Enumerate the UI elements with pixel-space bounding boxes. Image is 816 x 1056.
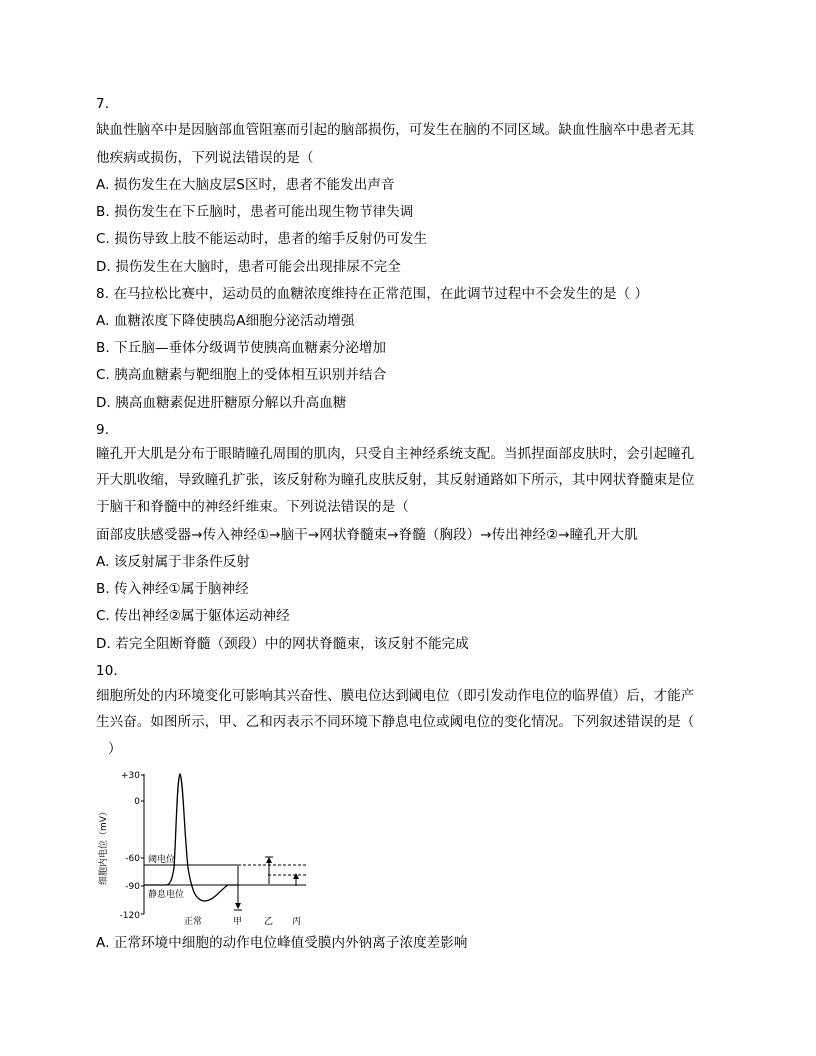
q9-reflex-path: 面部皮肤感受器→传入神经①→脑干→网状脊髓束→脊髓（胸段）→传出神经②→瞳孔开大肌	[96, 527, 638, 543]
q9-stem-line3: 于脑干和脊髓中的神经纤维束。下列说法错误的是（	[96, 499, 409, 515]
tick-label-minus60: -60	[125, 854, 140, 864]
q10-option-a: A. 正常环境中细胞的动作电位峰值受膜内外钠离子浓度差影响	[96, 935, 468, 951]
membrane-potential-figure	[96, 768, 326, 928]
q10-stem-line3: ）	[108, 741, 122, 757]
tick-label-plus30: +30	[121, 771, 140, 781]
label-yi: 乙	[264, 917, 274, 927]
q7-option-d: D. 损伤发生在大脑时，患者可能会出现排尿不完全	[96, 259, 401, 275]
q10-number: 10.	[96, 663, 118, 679]
q9-option-b: B. 传入神经①属于脑神经	[96, 581, 249, 597]
q9-number: 9.	[96, 422, 110, 438]
q8-option-a: A. 血糖浓度下降使胰岛A细胞分泌活动增强	[96, 313, 355, 329]
resting-label: 静息电位	[148, 890, 185, 900]
tick-label-0: 0	[134, 797, 140, 807]
q9-option-d: D. 若完全阻断脊髓（颈段）中的网状脊髓束，该反射不能完成	[96, 636, 469, 652]
q7-option-a: A. 损伤发生在大脑皮层S区时，患者不能发出声音	[96, 177, 395, 193]
q7-number: 7.	[96, 96, 110, 112]
tick-label-minus120: -120	[119, 911, 140, 921]
q10-stem-line2: 生兴奋。如图所示，甲、乙和丙表示不同环境下静息电位或阈电位的变化情况。下列叙述错误的是（	[96, 714, 695, 730]
q9-stem-line2: 开大肌收缩，导致瞳孔扩张，该反射称为瞳孔皮肤反射，其反射通路如下所示，其中网状脊髓束是位	[96, 472, 695, 488]
y-axis-label: 细胞内电位（mV）	[99, 807, 109, 885]
arrow-bing-head	[293, 873, 299, 879]
q9-stem-line1: 瞳孔开大肌是分布于眼睛瞳孔周围的肌肉，只受自主神经系统支配。当抓捏面部皮肤时，会引起瞳孔	[96, 446, 695, 462]
q8-option-c: C. 胰高血糖素与靶细胞上的受体相互识别并结合	[96, 367, 387, 383]
label-normal: 正常	[184, 917, 203, 927]
q8-option-d: D. 胰高血糖素促进肝糖原分解以升高血糖	[96, 395, 347, 411]
action-potential-curve	[144, 774, 238, 901]
q8-stem: 8. 在马拉松比赛中，运动员的血糖浓度维持在正常范围，在此调节过程中不会发生的是（ ）	[96, 286, 649, 302]
threshold-label: 阈电位	[148, 855, 176, 865]
q7-option-c: C. 损伤导致上肢不能运动时，患者的缩手反射仍可发生	[96, 231, 428, 247]
q8-option-b: B. 下丘脑—垂体分级调节使胰高血糖素分泌增加	[96, 340, 387, 356]
label-jia: 甲	[233, 917, 243, 927]
q7-stem-line2: 他疾病或损伤，下列说法错误的是（	[96, 150, 314, 166]
label-bing: 丙	[292, 917, 302, 927]
q9-option-a: A. 该反射属于非条件反射	[96, 554, 250, 570]
arrow-yi-head	[266, 857, 272, 863]
q10-stem-line1: 细胞所处的内环境变化可影响其兴奋性、膜电位达到阈电位（即引发动作电位的临界值）后，才能产	[96, 688, 695, 704]
q9-option-c: C. 传出神经②属于躯体运动神经	[96, 608, 290, 624]
tick-label-minus90: -90	[125, 882, 140, 892]
q7-stem-line1: 缺血性脑卒中是因脑部血管阻塞而引起的脑部损伤，可发生在脑的不同区域。缺血性脑卒中患者无其	[96, 122, 695, 138]
q7-option-b: B. 损伤发生在下丘脑时，患者可能出现生物节律失调	[96, 204, 414, 220]
arrow-jia-head	[235, 903, 241, 909]
